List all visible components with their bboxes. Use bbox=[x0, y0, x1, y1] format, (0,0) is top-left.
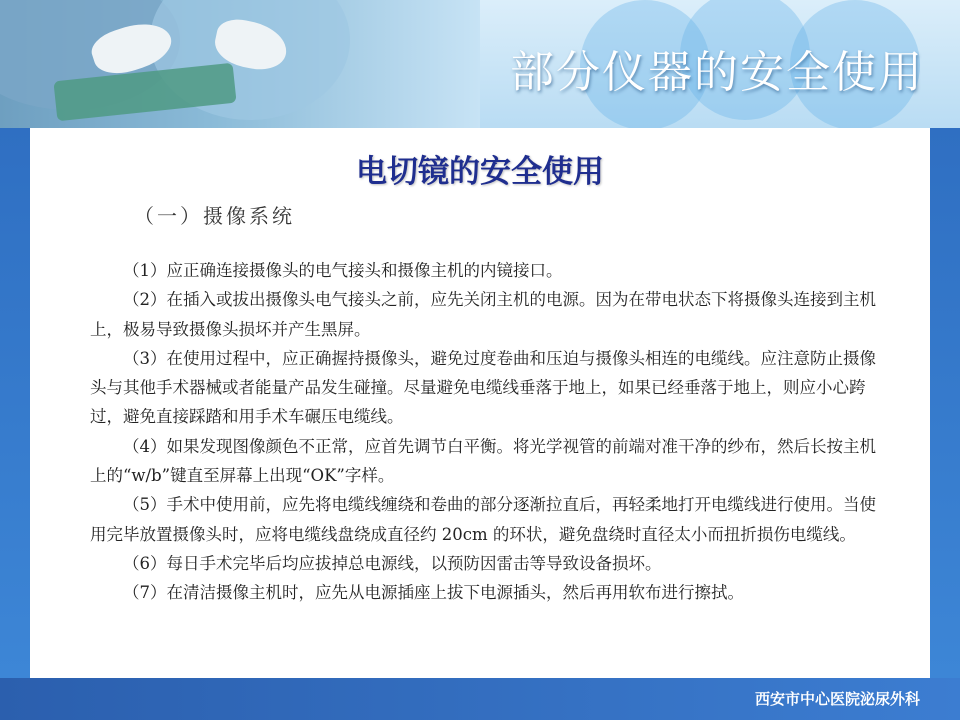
body-text bbox=[90, 256, 880, 608]
paragraph-2: （2）在插入或拔出摄像头电气接头之前，应先关闭主机的电源。因为在带电状态下将摄像头连接到主机上，极易导致摄像头损坏并产生黑屏。 bbox=[90, 290, 876, 339]
content-area bbox=[30, 128, 930, 678]
section-title: 电切镜的安全使用 bbox=[356, 154, 604, 190]
subsection-heading: （一）摄像系统 bbox=[134, 204, 295, 228]
footer-institution: 西安市中心医院泌尿外科 bbox=[754, 690, 920, 708]
surgery-photo bbox=[0, 0, 480, 128]
paragraph-1: （1）应正确连接摄像头的电气接头和摄像主机的内镜接口。 bbox=[123, 261, 563, 280]
slide-title: 部分仪器的安全使用 bbox=[510, 47, 924, 98]
paragraph-4: （4）如果发现图像颜色不正常，应首先调节白平衡。将光学视管的前端对准干净的纱布，然后长按主机上的“w/b”键直至屏幕上出现“OK”字样。 bbox=[90, 436, 876, 486]
slide-header bbox=[0, 0, 960, 128]
left-frame-band bbox=[0, 128, 30, 678]
paragraph-5: （5）手术中使用前，应先将电缆线缠绕和卷曲的部分逐渐拉直后，再轻柔地打开电缆线进行使用。当使用完毕放置摄像头时，应将电缆线盘绕成直径约 20cm 的环状，避免盘绕时直径太小而扭折损伤电缆线。 bbox=[90, 495, 876, 544]
paragraph-7: （7）在清洁摄像主机时，应先从电源插座上拔下电源插头，然后再用软布进行擦拭。 bbox=[123, 583, 744, 603]
paragraph-3: （3）在使用过程中，应正确握持摄像头，避免过度卷曲和压迫与摄像头相连的电缆线。应注意防止摄像头与其他手术器械或者能量产品发生碰撞。尽量避免电缆线垂落于地上，如果已经垂落于地上，则应小心跨过，避免直接踩踏和用手术车碾压电缆线。 bbox=[90, 348, 876, 427]
right-frame-band bbox=[930, 128, 960, 678]
paragraph-6: （6）每日手术完毕后均应拔掉总电源线，以预防因雷击等导致设备损坏。 bbox=[123, 553, 662, 573]
slide-footer bbox=[0, 678, 960, 720]
